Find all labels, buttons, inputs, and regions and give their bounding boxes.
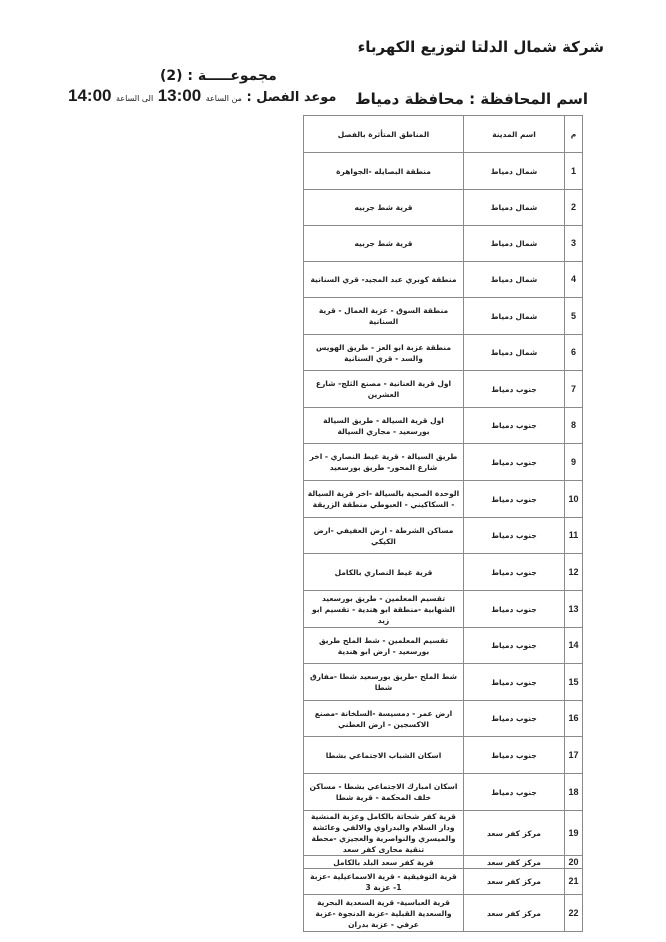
table-row bbox=[304, 554, 583, 591]
row-number: 6 bbox=[565, 335, 583, 371]
table-row bbox=[304, 664, 583, 701]
table-row bbox=[304, 408, 583, 444]
row-areas: اسكان امبارك الاجتماعي بشطا - مساكن خلف المحكمة - قرية شطا bbox=[304, 774, 464, 811]
table-row bbox=[304, 895, 583, 932]
row-areas: اسكان الشباب الاجتماعي بشطا bbox=[304, 737, 464, 774]
row-areas: اول قرية السيالة - طريق السيالة بورسعيد - مجاري السيالة bbox=[304, 408, 464, 444]
row-areas: اول قرية العنانية - مصنع الثلج- شارع العشرين bbox=[304, 371, 464, 408]
row-city: جنوب دمياط bbox=[464, 664, 565, 701]
row-number: 13 bbox=[565, 591, 583, 628]
row-number: 14 bbox=[565, 628, 583, 664]
row-number: 12 bbox=[565, 554, 583, 591]
column-header-areas: المناطق المتأثرة بالفصل bbox=[304, 116, 464, 153]
row-city: جنوب دمياط bbox=[464, 701, 565, 737]
table-row bbox=[304, 628, 583, 664]
table-row bbox=[304, 298, 583, 335]
row-city: شمال دمياط bbox=[464, 298, 565, 335]
governorate-label: اسم المحافظة : محافظة دمياط bbox=[355, 90, 588, 108]
outage-schedule bbox=[68, 86, 336, 106]
row-city: شمال دمياط bbox=[464, 262, 565, 298]
row-number: 2 bbox=[565, 190, 583, 226]
column-header-city: اسم المدينة bbox=[464, 116, 565, 153]
row-areas: قرية التوفيقية - قرية الاسماعيلية -عزبة 1- عزبة 3 bbox=[304, 869, 464, 895]
row-city: جنوب دمياط bbox=[464, 774, 565, 811]
table-row bbox=[304, 444, 583, 481]
row-number: 20 bbox=[565, 856, 583, 869]
table-row bbox=[304, 335, 583, 371]
row-number: 22 bbox=[565, 895, 583, 932]
row-number: 8 bbox=[565, 408, 583, 444]
group-label: مجموعـــــة : (2) bbox=[160, 68, 277, 84]
row-number: 18 bbox=[565, 774, 583, 811]
row-number: 7 bbox=[565, 371, 583, 408]
row-areas: مساكن الشرطة - ارض العفيفي -ارض الكيكي bbox=[304, 518, 464, 554]
table-row bbox=[304, 701, 583, 737]
row-areas: تقسيم المعلمين - شط الملح طريق بورسعيد - ارض ابو هندية bbox=[304, 628, 464, 664]
row-city: جنوب دمياط bbox=[464, 408, 565, 444]
row-areas: قرية غيط النصاري بالكامل bbox=[304, 554, 464, 591]
schedule-from-time: 13:00 bbox=[157, 86, 202, 105]
row-number: 3 bbox=[565, 226, 583, 262]
column-header-num: م bbox=[565, 116, 583, 153]
row-city: مركز كفر سعد bbox=[464, 895, 565, 932]
row-areas: قرية كفر سعد البلد بالكامل bbox=[304, 856, 464, 869]
table-row bbox=[304, 591, 583, 628]
row-city: جنوب دمياط bbox=[464, 444, 565, 481]
row-number: 9 bbox=[565, 444, 583, 481]
company-title: شركة شمال الدلتا لتوزيع الكهرباء bbox=[357, 38, 604, 56]
row-areas: منطقة البصايله -الجواهرة bbox=[304, 153, 464, 190]
row-areas: قرية شط جربيه bbox=[304, 226, 464, 262]
row-city: مركز كفر سعد bbox=[464, 811, 565, 856]
row-areas: ارض عمر - دمسيسة -السلخانة -مصنع الاكسجين - ارض العطني bbox=[304, 701, 464, 737]
row-areas: طريق السيالة - قرية غيط النصاري - اخر شارع المحور- طريق بورسعيد bbox=[304, 444, 464, 481]
table-header-row bbox=[304, 116, 583, 153]
row-areas: تقسيم المعلمين - طريق بورسعيد الشهابية -منطقة ابو هندية - تقسيم ابو زيد bbox=[304, 591, 464, 628]
row-areas: قرية العباسية- قرية السعدية البحرية والسعدية القبلية -عزبة الدنجوة -عزبة عرفي - عزبة بدران bbox=[304, 895, 464, 932]
schedule-to-time: 14:00 bbox=[68, 86, 112, 105]
row-number: 21 bbox=[565, 869, 583, 895]
row-city: شمال دمياط bbox=[464, 226, 565, 262]
row-number: 15 bbox=[565, 664, 583, 701]
table-row bbox=[304, 737, 583, 774]
row-city: شمال دمياط bbox=[464, 335, 565, 371]
outage-areas-table bbox=[303, 115, 583, 932]
table-row bbox=[304, 190, 583, 226]
row-areas: قرية كفر شحاتة بالكامل وعزبة المنشية ودار السلام والبدراوي والالفي وعائشة والميسري والنواصرية والعجيزي -محطة تنقية محارى كفر سعد bbox=[304, 811, 464, 856]
table-row bbox=[304, 371, 583, 408]
table-row bbox=[304, 153, 583, 190]
table-body bbox=[304, 153, 583, 932]
schedule-to-text: الى الساعة bbox=[116, 94, 154, 103]
row-city: جنوب دمياط bbox=[464, 371, 565, 408]
row-areas: منطقة كوبري عبد المجيد- قري السنانية bbox=[304, 262, 464, 298]
table-row bbox=[304, 481, 583, 518]
table-row bbox=[304, 856, 583, 869]
row-areas: شط الملح -طريق بورسعيد شطا -مفارق شطا bbox=[304, 664, 464, 701]
row-number: 5 bbox=[565, 298, 583, 335]
table-row bbox=[304, 869, 583, 895]
table-row bbox=[304, 226, 583, 262]
row-city: جنوب دمياط bbox=[464, 518, 565, 554]
table-row bbox=[304, 518, 583, 554]
table-row bbox=[304, 774, 583, 811]
row-number: 1 bbox=[565, 153, 583, 190]
row-city: جنوب دمياط bbox=[464, 554, 565, 591]
row-areas: منطقة السوق - عزبة العمال - قرية السنانية bbox=[304, 298, 464, 335]
row-areas: منطقة عزبة ابو العز - طريق الهويس والسد - قري السنانية bbox=[304, 335, 464, 371]
row-number: 11 bbox=[565, 518, 583, 554]
row-city: شمال دمياط bbox=[464, 153, 565, 190]
row-number: 19 bbox=[565, 811, 583, 856]
row-city: جنوب دمياط bbox=[464, 481, 565, 518]
row-number: 17 bbox=[565, 737, 583, 774]
row-city: جنوب دمياط bbox=[464, 737, 565, 774]
row-city: جنوب دمياط bbox=[464, 628, 565, 664]
schedule-label: موعد الفصل : bbox=[246, 90, 337, 105]
schedule-from-text: من الساعة bbox=[205, 94, 242, 103]
table-row bbox=[304, 262, 583, 298]
row-city: شمال دمياط bbox=[464, 190, 565, 226]
row-city: مركز كفر سعد bbox=[464, 856, 565, 869]
row-city: مركز كفر سعد bbox=[464, 869, 565, 895]
row-number: 10 bbox=[565, 481, 583, 518]
row-city: جنوب دمياط bbox=[464, 591, 565, 628]
row-areas: الوحدة الصحية بالسيالة -اخر قرية السيالة - السكاكيني - العبوطي منطقة الزريقة bbox=[304, 481, 464, 518]
row-number: 16 bbox=[565, 701, 583, 737]
table-row bbox=[304, 811, 583, 856]
row-areas: قرية شط جربيه bbox=[304, 190, 464, 226]
row-number: 4 bbox=[565, 262, 583, 298]
